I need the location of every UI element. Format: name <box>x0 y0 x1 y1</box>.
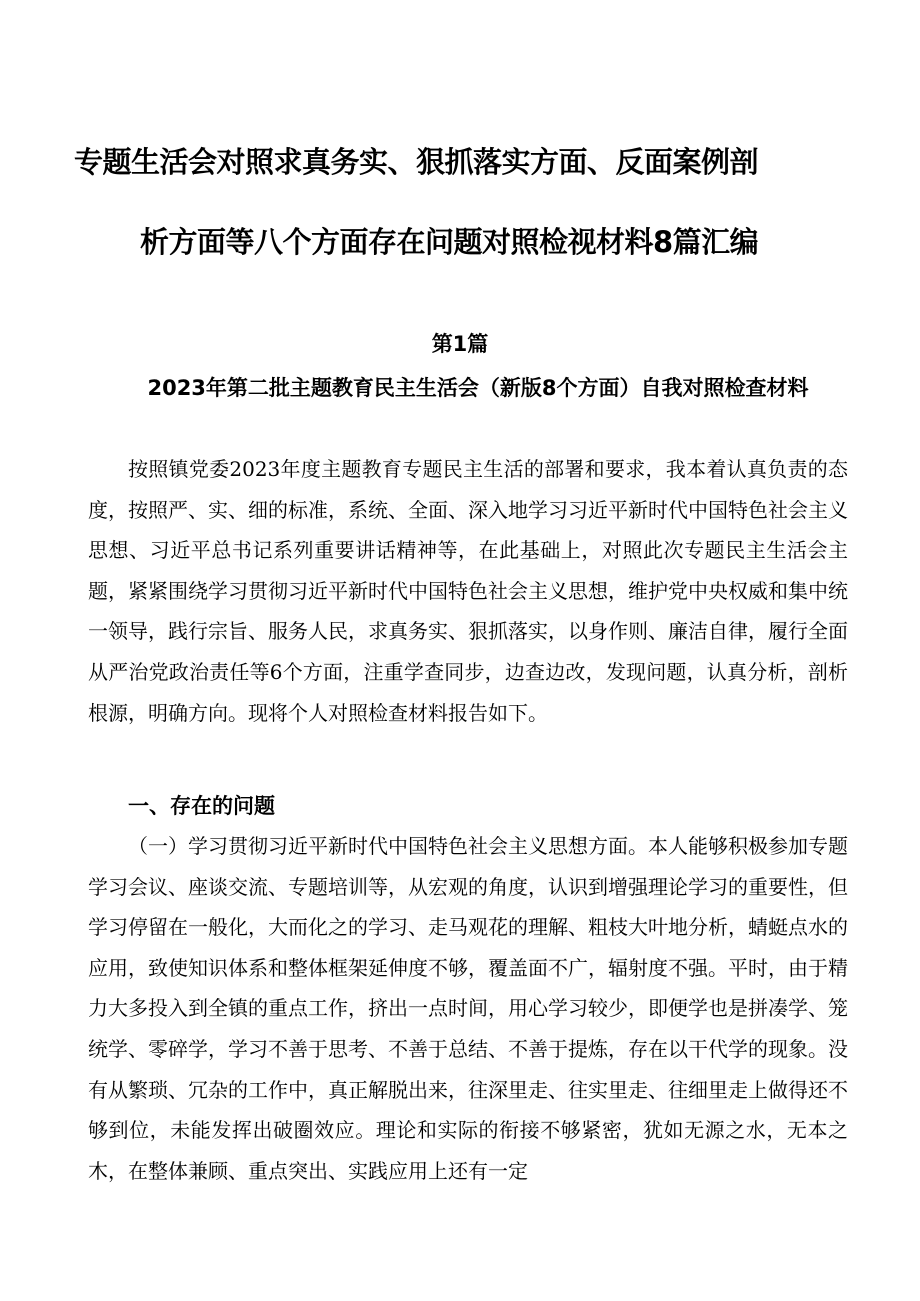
section-paragraph: （一）学习贯彻习近平新时代中国特色社会主义思想方面。本人能够积极参加专题学习会议、座谈交流、专题培训等，从宏观的角度，认识到增强理论学习的重要性，但学习停留在一般化，大而化之的学习、走马观花的理解、粗枝大叶地分析，蜻蜓点水的应用，致使知识体系和整体框架延伸度不够，覆盖面不广，辐射度不强。平时，由于精力大多投入到全镇的重点工作，挤出一点时间，用心学习较少，即便学也是拼凑学、笼统学、零碎学，学习不善于思考、不善于总结、不善于提炼，存在以干代学的现象。没有从繁琐、冗杂的工作中，真正解脱出来，往深里走、往实里走、往细里走上做得还不够到位，未能发挥出破圈效应。理论和实际的衔接不够紧密，犹如无源之水，无本之木，在整体兼顾、重点突出、实践应用上还有一定 <box>88 834 848 1183</box>
part-label: 第1篇 <box>431 332 489 356</box>
section-heading: 一、存在的问题 <box>128 794 275 818</box>
intro-paragraph: 按照镇党委2023年度主题教育专题民主生活的部署和要求，我本着认真负责的态度，按照严、实、细的标准，系统、全面、深入地学习习近平新时代中国特色社会主义思想、习近平总书记系列重要讲话精神等，在此基础上，对照此次专题民主生活会主题，紧紧围绕学习贯彻习近平新时代中国特色社会主义思想，维护党中央权威和集中统一领导，践行宗旨、服务人民，求真务实、狠抓落实，以身作则、廉洁自律，履行全面从严治党政治责任等6个方面，注重学查同步，边查边改，发现问题，认真分析，剖析根源，明确方向。现将个人对照检查材料报告如下。 <box>88 457 848 725</box>
part-subtitle: 2023年第二批主题教育民主生活会（新版8个方面）自我对照检查材料 <box>147 376 809 400</box>
document-title-line-2: 析方面等八个方面存在问题对照检视材料8篇汇编 <box>140 225 759 259</box>
document-title-line-1: 专题生活会对照求真务实、狠抓落实方面、反面案例剖 <box>74 145 759 179</box>
